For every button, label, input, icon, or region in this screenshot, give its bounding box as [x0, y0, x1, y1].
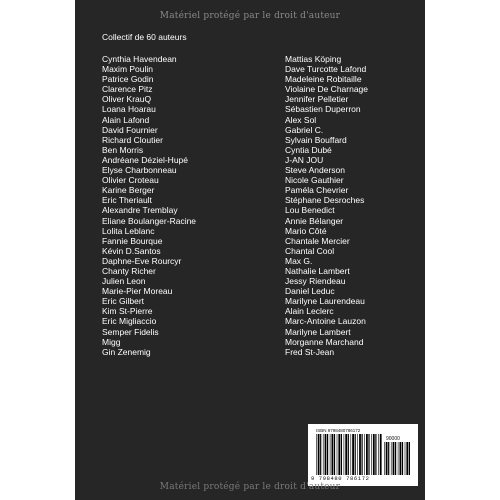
author-name: Andréane Déziel-Hupé [102, 154, 188, 165]
author-name: Madeleine Robitaille [285, 74, 362, 85]
author-name: Karine Berger [102, 185, 155, 196]
barcode-stripe [316, 434, 317, 475]
author-name: Ben Morris [102, 144, 144, 155]
barcode-stripe [348, 434, 349, 475]
barcode-stripe [364, 434, 365, 475]
author-name: Steve Anderson [285, 165, 346, 176]
barcode-stripe [368, 434, 369, 475]
author-name: Eric Migliaccio [102, 316, 157, 327]
copyright-watermark-top: Matériel protégé par le droit d'auteur [159, 11, 341, 21]
isbn-barcode-box [308, 424, 418, 486]
barcode-stripe [380, 434, 382, 475]
barcode-stripe [366, 434, 368, 475]
barcode-stripe [402, 442, 403, 475]
author-name: J-AN JOU [285, 154, 324, 165]
barcode-stripe [355, 434, 356, 475]
author-name: Gin Zenemig [102, 346, 151, 357]
author-name: Eric Theriault [102, 195, 152, 206]
author-name: Dave Turcotte Lafond [285, 64, 367, 75]
barcode-stripe [371, 434, 372, 475]
price-code: 90000 [386, 436, 400, 442]
barcode-stripe [325, 434, 327, 475]
author-name: Max G. [285, 255, 313, 266]
author-list-left [102, 54, 196, 357]
author-name: Chantale Mercier [285, 235, 350, 246]
barcode-stripe [359, 434, 361, 475]
barcode-stripe [409, 442, 410, 475]
author-name: Daniel Leduc [285, 286, 335, 297]
author-name: Fred St-Jean [285, 346, 335, 357]
barcode-stripe [320, 434, 321, 475]
author-name: Mattias Köping [285, 54, 342, 64]
barcode-stripe [391, 442, 392, 475]
author-name: Alain Lafond [102, 114, 150, 125]
barcode-stripe [406, 442, 408, 475]
barcode-stripe [398, 442, 399, 475]
author-name: Alex Sol [285, 114, 317, 125]
barcode-stripe [400, 442, 402, 475]
author-name: Eric Gilbert [102, 296, 145, 307]
author-name: Eliane Boulanger-Racine [102, 215, 197, 226]
barcode-stripe [362, 434, 363, 475]
barcode-stripe [373, 434, 375, 475]
author-name: David Fournier [102, 124, 158, 135]
author-name: Jennifer Pelletier [285, 94, 349, 105]
author-name: Elyse Charbonneau [102, 165, 177, 176]
author-name: Mario Côté [285, 225, 327, 236]
barcode-addon-bars [384, 442, 410, 475]
barcode-stripe [388, 442, 389, 475]
barcode-stripe [330, 434, 331, 475]
barcode-stripe [323, 434, 324, 475]
barcode-stripe [352, 434, 354, 475]
author-name: Semper Fidelis [102, 326, 159, 337]
author-name: Sébastien Duperron [285, 104, 361, 115]
barcode-digits: 9 798480 786172 [311, 475, 370, 482]
author-name: Julien Leon [102, 276, 146, 287]
author-name: Clarence Pitz [102, 84, 153, 95]
barcode-stripe [345, 434, 347, 475]
author-name: Richard Cloutier [102, 134, 163, 145]
copyright-watermark-bottom: Matériel protégé par le droit d'auteur [159, 482, 341, 492]
barcode-stripe [334, 434, 335, 475]
book-back-cover [75, 0, 425, 500]
barcode-stripe [327, 434, 328, 475]
author-name: Chanty Richer [102, 265, 156, 276]
barcode-stripe [337, 434, 338, 475]
isbn-text: ISBN 9798480786172 [316, 428, 361, 433]
author-name: Patrice Godin [102, 74, 154, 85]
barcode-stripe [384, 442, 385, 475]
author-list-right [285, 54, 368, 357]
author-name: Marc-Antoine Lauzon [285, 316, 366, 327]
barcode-stripe [341, 434, 342, 475]
barcode-bars [316, 434, 382, 475]
barcode-stripe [338, 434, 340, 475]
author-name: Olivier Croteau [102, 175, 159, 186]
author-name: Alain Leclerc [285, 306, 334, 317]
author-name: Nicole Gauthier [285, 175, 344, 186]
barcode-stripe [378, 434, 379, 475]
author-name: Chantal Cool [285, 245, 335, 256]
author-name: Stéphane Desroches [285, 195, 365, 206]
author-name: Daphne-Eve Rourcyr [102, 255, 182, 266]
author-name: Migg [102, 336, 121, 347]
author-name: Fannie Bourque [102, 235, 163, 246]
author-name: Lou Benedict [285, 205, 335, 216]
author-name: Sylvain Bouffard [285, 134, 347, 145]
author-name: Violaine De Charnage [285, 84, 369, 95]
author-name: Cynthia Havendean [102, 54, 177, 64]
barcode-stripe [344, 434, 345, 475]
author-name: Marilyne Laurendeau [285, 296, 365, 307]
barcode-stripe [318, 434, 320, 475]
author-name: Kévin D.Santos [102, 245, 161, 256]
author-name: Paméla Chevrier [285, 185, 349, 196]
barcode-stripe [375, 434, 376, 475]
author-name: Oliver KrauQ [102, 94, 152, 105]
author-name: Alexandre Tremblay [102, 205, 178, 216]
author-name: Nathalie Lambert [285, 265, 350, 276]
collective-heading: Collectif de 60 auteurs [102, 32, 187, 42]
author-name: Loana Hoarau [102, 104, 156, 115]
barcode-stripe [405, 442, 406, 475]
barcode-stripe [395, 442, 396, 475]
author-name: Maxim Poulin [102, 64, 154, 75]
author-name: Marie-Pier Moreau [102, 286, 173, 297]
author-name: Jessy Riendeau [285, 276, 346, 287]
author-name: Gabriel C. [285, 124, 324, 135]
author-name: Morganne Marchand [285, 336, 364, 347]
author-name: Cyntia Dubé [285, 144, 332, 155]
author-name: Kim St-Pierre [102, 306, 153, 317]
barcode-stripe [386, 442, 388, 475]
author-name: Annie Bélanger [285, 215, 344, 226]
author-name: Lolita Leblanc [102, 225, 155, 236]
barcode-stripe [351, 434, 352, 475]
barcode-stripe [357, 434, 358, 475]
barcode-stripe [332, 434, 334, 475]
author-name: Marilyne Lambert [285, 326, 351, 337]
barcode-stripe [393, 442, 395, 475]
